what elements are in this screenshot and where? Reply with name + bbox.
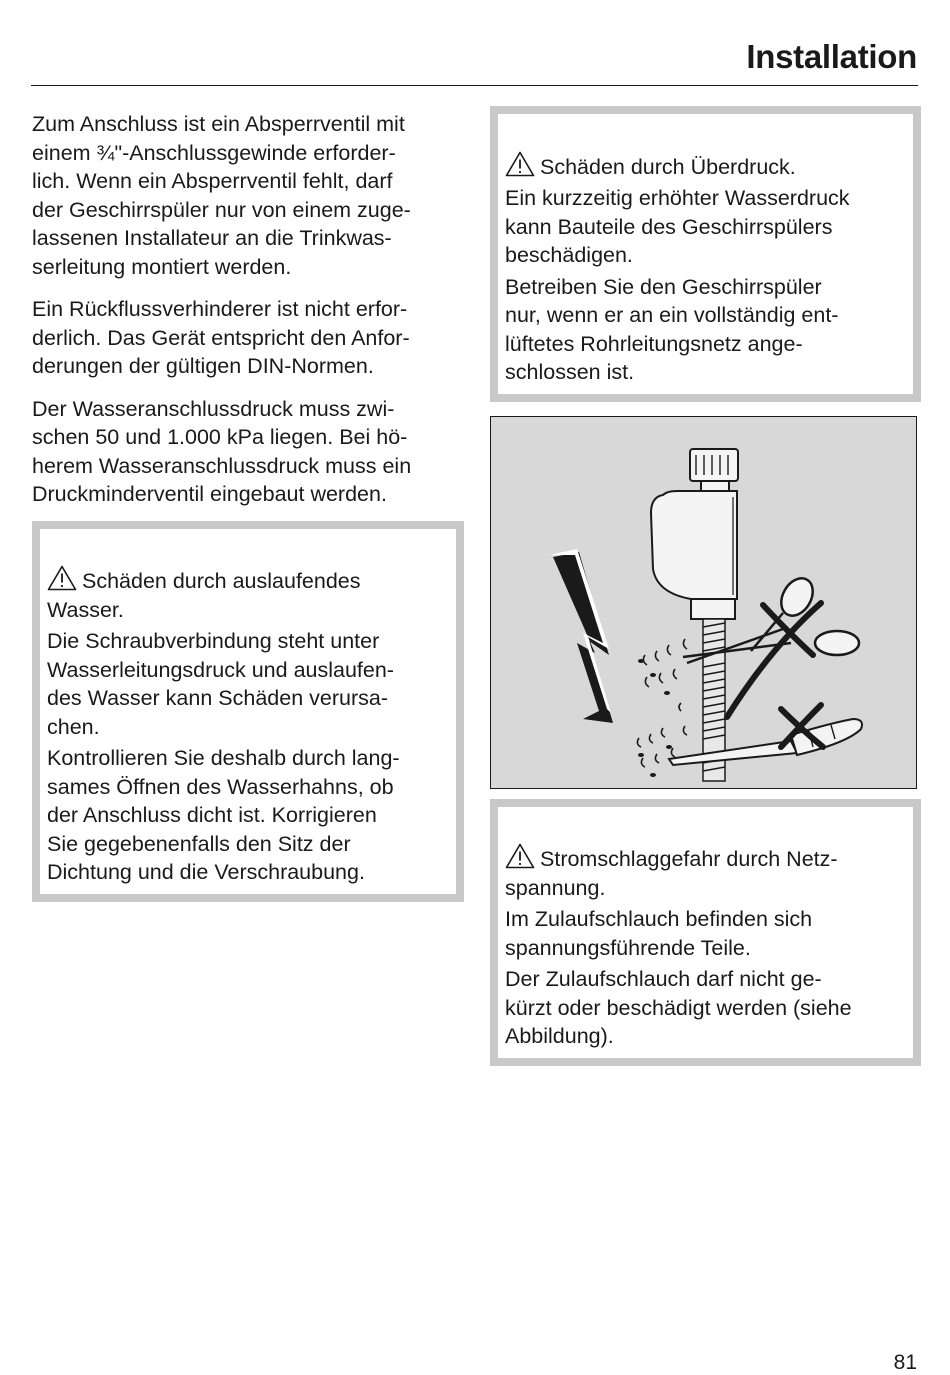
warning-heading-row [47, 537, 446, 625]
warning-heading: Schäden durch Überdruck. [540, 154, 796, 179]
warning-text: Kontrollieren Sie deshalb durch lang- sames Öffnen des Wasserhahns, ob der Anschluss dicht ist. Korrigieren Sie gegebenenfalls den Sitz der Dichtung und die Verschraubung. [47, 746, 400, 884]
water-drops-icon [637, 639, 687, 767]
warning-text: Im Zulaufschlauch befinden sich spannungsführende Teile. [505, 907, 813, 960]
warning-box-leaking-water [32, 521, 464, 902]
page-title: Installation [746, 38, 917, 75]
warning-box-electric-shock [490, 799, 921, 1066]
warning-box-overpressure [490, 106, 921, 402]
knife-icon [669, 719, 862, 765]
warning-text: Der Zulaufschlauch darf nicht ge- kürzt oder beschädigt werden (siehe Abbildung). [505, 967, 852, 1048]
paragraph-pressure: Der Wasseranschlussdruck muss zwi- schen 50 und 1.000 kPa liegen. Bei hö- herem Wasseranschlussdruck muss ein Druckminderventil eingebaut werden. [32, 396, 412, 506]
left-column [32, 110, 464, 902]
warning-heading-row [505, 815, 903, 903]
paragraph-shutoff-valve: Zum Anschluss ist ein Absperrventil mit einem ¾"-Anschlussgewinde erforder- lich. Wenn ein Absperrventil fehlt, darf der Geschirrspüler nur von einem zuge- lassenen Installateur an die Trinkwas- serleitung montiert werden. [32, 112, 411, 279]
warning-triangle-icon [47, 565, 77, 591]
warning-text: Ein kurzzeitig erhöhter Wasserdruck kann Bauteile des Geschirrspülers beschädigen. [505, 186, 850, 267]
warning-heading: Schäden durch auslaufendes Wasser. [47, 569, 361, 622]
right-column [490, 106, 921, 1066]
paragraph-backflow: Ein Rückflussverhinderer ist nicht erfor- derlich. Das Gerät entspricht den Anfor- derungen der gültigen DIN-Normen. [32, 297, 410, 378]
warning-triangle-icon [505, 843, 535, 869]
warning-text: Betreiben Sie den Geschirrspüler nur, wenn er an ein vollständig ent- lüftetes Rohrleitungsnetz ange- schlossen ist. [505, 274, 839, 384]
hose-cut-prohibited-illustration [490, 416, 917, 789]
warning-triangle-icon [505, 151, 535, 177]
header-divider [31, 85, 918, 86]
illustration-drawing [491, 417, 916, 788]
warning-heading: Stromschlaggefahr durch Netz- spannung. [505, 847, 838, 900]
warning-heading-row [505, 122, 903, 181]
warning-text: Die Schraubverbindung steht unter Wasserleitungsdruck und auslaufen- des Wasser kann Schäden verursa- chen. [47, 629, 394, 739]
page-number: 81 [893, 1351, 917, 1374]
